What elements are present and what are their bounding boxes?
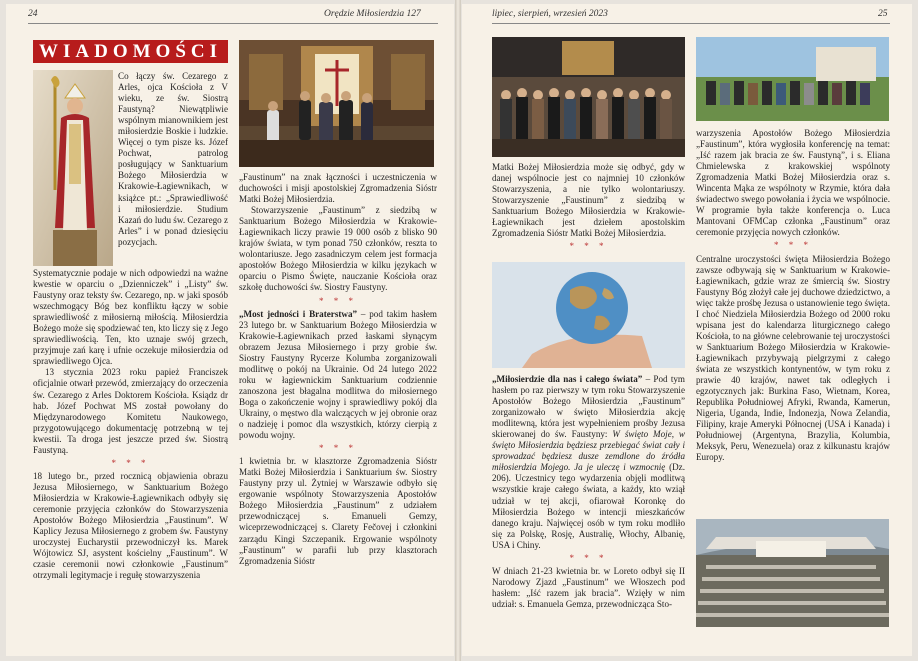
group-photo-indoor bbox=[492, 37, 685, 157]
right-column-2 bbox=[696, 128, 890, 516]
page-spine bbox=[455, 0, 461, 661]
paragraph-13: Centralne uroczystości święta Miłosierdzia Bożego zawsze odbywają się w Sanktuarium w Krakowie-Łagiewnikach, gdzie wraz ze śmiercią św. Siostry Faustyny Bóg złożył całe jej duchowe dziedzictwo, a więc także prośbę Jezusa o ustanowienie tego święta. I choć Niedziela Miłosierdzia Bożego od 2000 roku wpisana jest do kalendarza liturgicznego całego Kościoła, to na główne celebrowanie tej uroczystości w Sanktuarium Bożego Miłosierdzia w Krakowie-Łagiewnikach przybywają pielgrzymi z całego świata ze wszystkich kontynentów, w tym roku z prawie 40 krajów, nawet tak odległych i egzotycznych jak: Burkina Faso, Wietnam, Korea, Republika Południowej Afryki, Rwanda, Kamerun, Nigeria, Uganda, Indie, Indonezja, Nowa Zelandia, Filipiny, kraje Ameryki Północnej (USA i Kanada) i Południowej (Argentyna, Brazylia, Kolumbia, Meksyk, Peru, Wenezuela) oraz z kilkunastu krajów Europy. bbox=[696, 253, 890, 463]
left-column-2 bbox=[239, 172, 437, 656]
paragraph-7-body: – pod takim hasłem 23 lutego br. w Sanktuarium Bożego Miłosierdzia w Krakowie-Łagiewnikach przed łaskami słynącym obrazem Jezusa Miłosiernego i przy grobie św. Siostry Faustyny Rycerze Kolumba zorganizowali modlitwę o pokój na Ukrainie. Od 24 lutego 2022 roku w łagiewnickim Sanktuarium codziennie zanoszona jest błagalna modlitwa do miłosiernego Boga o zakończenie wojny i sprawiedliwy pokój dla Ukrainy, o męstwo dla walczących w jej obronie oraz o nadzieję i pomoc dla wszystkich, którzy cierpią z powodu wojny. bbox=[239, 308, 437, 441]
paragraph-10-end: (Dz. 206). Uczestnicy tego wydarzenia objęli modlitwą wszystkie kraje całego świata, a każdy, kto wziął udział w tej akcji, ofiarował Koronkę do Miłosierdzia Bożego w intencji mieszkańców danego kraju. Najwięcej osób w tym roku modliło się za Polskę, Rosję, Australię, Włochy, Albanię, USA i Chiny. bbox=[492, 462, 685, 550]
section-separator: * * * bbox=[569, 241, 608, 252]
paragraph-10-title: „Miłosierdzie dla nas i całego świata” bbox=[492, 374, 643, 384]
header-rule bbox=[492, 23, 890, 24]
section-separator: * * * bbox=[111, 457, 150, 468]
paragraph-12: warzyszenia Apostołów Bożego Miłosierdzia „Faustinum”, która wygłosiła konferencję na temat: „Iść razem jak bracia ze św. Faustyną”, i s. Eliana Chmielewska z krakowskiej wspólnoty Zgromadzenia Matki Bożej Miłosierdzia oraz s. Wincenta Mąka ze wspólnoty w Rzymie, która dała świadectwo swego powołania i życia we wspólnocie. W programie była także konferencja o. Luca Mantovani OFMCap członka „Faustinum” oraz ceremonie przyjęcia nowych członków. bbox=[696, 128, 890, 238]
section-separator: * * * bbox=[319, 443, 357, 454]
paragraph-10 bbox=[492, 374, 685, 551]
left-page bbox=[6, 4, 454, 656]
right-page bbox=[462, 4, 912, 656]
running-title: Orędzie Miłosierdzia 127 bbox=[324, 9, 421, 19]
church-interior-photo bbox=[239, 40, 434, 167]
header-rule bbox=[28, 23, 438, 24]
paragraph-3: 13 stycznia 2023 roku papież Franciszek oficjalnie otwarł przewód, zmierzający do orzeczenia św. Cezarego z Arles Doktorem Kościoła. Ksiądz dr hab. Józef Pochwat MS został powołany do Międzynarodowego Komitetu Naukowego, przygotowującego dokumentację potrzebną w tej kwestii. Ta droga jest jeszcze przed św. Siostrą Faustyną. bbox=[33, 367, 228, 455]
paragraph-7 bbox=[239, 309, 437, 442]
paragraph-11: W dniach 21-23 kwietnia br. w Loreto odbył się II Narodowy Zjazd „Faustinum” we Włoszech pod hasłem: „Iść razem jak bracia”. Wzięły w nim udział: s. Emanuela Gemza, przewodnicząca Sto- bbox=[492, 565, 685, 609]
paragraph-4: 18 lutego br., przed rocznicą objawienia obrazu Jezusa Miłosiernego, w Sanktuarium Bożego Miłosierdzia w Krakowie-Łagiewnikach odbyły się ceremonie przyjęcia członków do Stowarzyszenia Apostołów Bożego Miłosierdzia „Faustinum”. W Kaplicy Jezusa Miłosiernego z grobem św. Faustyny uroczystej Eucharystii przewodniczył ks. Marek Wójtowicz SJ, asystent kościelny „Faustinum”. W czasie ceremonii nowi członkowie „Faustinum” otrzymali legitymacje i regułę stowarzyszenia bbox=[33, 470, 228, 581]
paragraph-10-body: – Pod tym hasłem po raz pierwszy w tym roku Stowarzyszenie Apostołów Bożego Miłosierdzia „Faustinum” zorganizowało w święto Miłosierdzia akcję modlitewną, która jest wypełnieniem prośby Jezusa skierowanej do św. Faustyny: bbox=[492, 374, 685, 440]
paragraph-5: „Faustinum” na znak łączności i uczestniczenia w duchowości i misji apostolskiej Zgromadzenia Sióstr Matki Bożej Miłosierdzia. bbox=[239, 172, 437, 205]
section-separator: * * * bbox=[774, 240, 812, 251]
faustyna-quote: W święto Moje, w święto Miłosierdzia będziesz przebiegać świat cały i sprowadzać będziesz dusze zemdlone do źródła miłosierdzia Mojego. Ja je uleczę i wzmocnię bbox=[492, 429, 685, 473]
sanctuary-crowd-aerial bbox=[696, 519, 889, 627]
intro-paragraph: Co łączy św. Cezarego z Arles, ojca Kościoła z V wieku, ze św. Siostrą Faustyną? Niewątpliwie wspólnym mianownikiem jest miłosierdzie Boskie i ludzkie. Więcej o tym pisze ks. Józef Pochwat, patrolog posługujący w Sanktuarium Bożego Miłosierdzia w Krakowie-Łagiewnikach, w książce pt.: „Sprawiedliwość i miłosierdzie. Studium Kazań do ludu św. Cezarego z Arles” i w ponad dziesięciu pozycjach. bbox=[118, 71, 228, 247]
paragraph-8: 1 kwietnia br. w klasztorze Zgromadzenia Sióstr Matki Bożej Miłosierdzia i Sanktuarium św. Siostry Faustyny przy ul. Żytniej w Warszawie odbyło się ergowanie wspólnoty Stowarzyszenia Apostołów Bożego Miłosierdzia „Faustinum” z udziałem przewodniczącej s. Emanueli Gemzy, wiceprzewodniczącej s. Clarety Fečovej i członkini zarządu Kingi Szczepanik. Ergowanie wspólnoty „Faustinum” w parafii lub przy klasztorach Zgromadzenia Sióstr bbox=[239, 456, 437, 566]
section-separator: * * * bbox=[569, 552, 608, 563]
page-number: 25 bbox=[878, 9, 888, 19]
left-column-1 bbox=[33, 268, 228, 654]
page-number: 24 bbox=[28, 9, 38, 19]
section-banner: WIADOMOŚCI bbox=[33, 40, 228, 63]
paragraph-6: Stowarzyszenie „Faustinum” z siedzibą w Sanktuarium Bożego Miłosierdzia w Krakowie-Łagiewnikach liczy prawie 19 000 osób z blisko 90 krajów świata, w tym ponad 750 członków, reszta to wolontariusze. Jego zasadniczym celem jest formacja apostołów Bożego Miłosierdzia w kilku językach w oparciu o Pismo Święte, nauczanie Kościoła oraz szkołę duchowości św. Siostry Faustyny. bbox=[239, 205, 437, 293]
hand-holding-globe bbox=[492, 262, 685, 368]
paragraph-7-title: „Most jedności i Braterstwa” bbox=[239, 308, 358, 319]
paragraph-2: Systematycznie podaje w nich odpowiedzi na ważne kwestie w oparciu o „Dzienniczek” i „Listy” św. Faustyny oraz teksty św. Cezarego, np. w jaki sposób wszechmogący Bóg bez konfliktu łączy w sobie sprawiedliwość z miłosierną miłością. Miłosierdzia Bożego może się spodziewać ten, kto liczy się z Jego sprawiedliwością. Ten, kto uznaje swój grzech, przyjmuje zań karę i ufnie oczekuje miłosierdzia od sprawiedliwego Ojca. bbox=[33, 268, 228, 367]
group-photo-outdoor bbox=[696, 37, 889, 121]
section-separator: * * * bbox=[319, 295, 357, 306]
running-title: lipiec, sierpień, wrzesień 2023 bbox=[492, 9, 608, 19]
paragraph-9: Matki Bożej Miłosierdzia może się odbyć, gdy w danej wspólnocie jest co najmniej 10 członków Stowarzyszenia, a nie tylko wolontariuszy. Stowarzyszenie „Faustinum” z siedzibą w Sanktuarium Bożego Miłosierdzia w Krakowie-Łagiewnikach jest dziełem apostolskim Zgromadzenia Sióstr Matki Bożej Miłosierdzia. bbox=[492, 162, 685, 239]
right-column-1 bbox=[492, 374, 685, 656]
saint-cezary-statue bbox=[33, 70, 113, 266]
left-column-1-wrap bbox=[118, 71, 228, 267]
right-column-1-top bbox=[492, 162, 685, 258]
